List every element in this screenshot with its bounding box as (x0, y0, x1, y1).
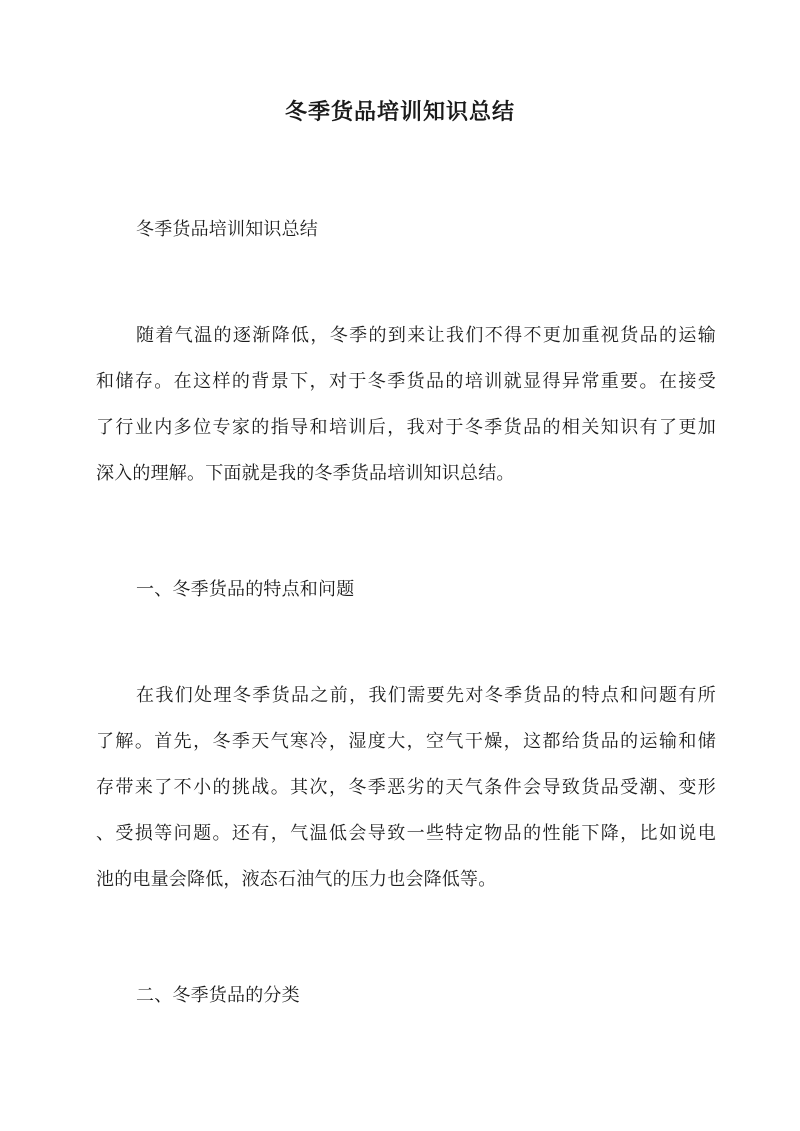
section1-line-4: 、受损等问题。还有，气温低会导致一些特定物品的性能下降，比如说电 (96, 823, 716, 844)
intro-line-3: 了行业内多位专家的指导和培训后，我对于冬季货品的相关知识有了更加 (96, 417, 716, 438)
document-subtitle: 冬季货品培训知识总结 (136, 219, 318, 240)
section1-line-3: 存带来了不小的挑战。其次，冬季恶劣的天气条件会导致货品受潮、变形 (96, 777, 716, 798)
intro-line-1: 随着气温的逐渐降低，冬季的到来让我们不得不更加重视货品的运输 (136, 325, 716, 346)
document-title: 冬季货品培训知识总结 (284, 99, 515, 125)
section1-line-5: 池的电量会降低，液态石油气的压力也会降低等。 (96, 869, 497, 890)
intro-line-4: 深入的理解。下面就是我的冬季货品培训知识总结。 (96, 463, 515, 484)
section1-line-2: 了解。首先，冬季天气寒冷，湿度大，空气干燥，这都给货品的运输和储 (96, 731, 716, 752)
section1-heading: 一、冬季货品的特点和问题 (136, 579, 355, 600)
section1-line-1: 在我们处理冬季货品之前，我们需要先对冬季货品的特点和问题有所 (136, 685, 716, 706)
section2-heading: 二、冬季货品的分类 (136, 985, 300, 1006)
intro-line-2: 和储存。在这样的背景下，对于冬季货品的培训就显得异常重要。在接受 (96, 371, 716, 392)
